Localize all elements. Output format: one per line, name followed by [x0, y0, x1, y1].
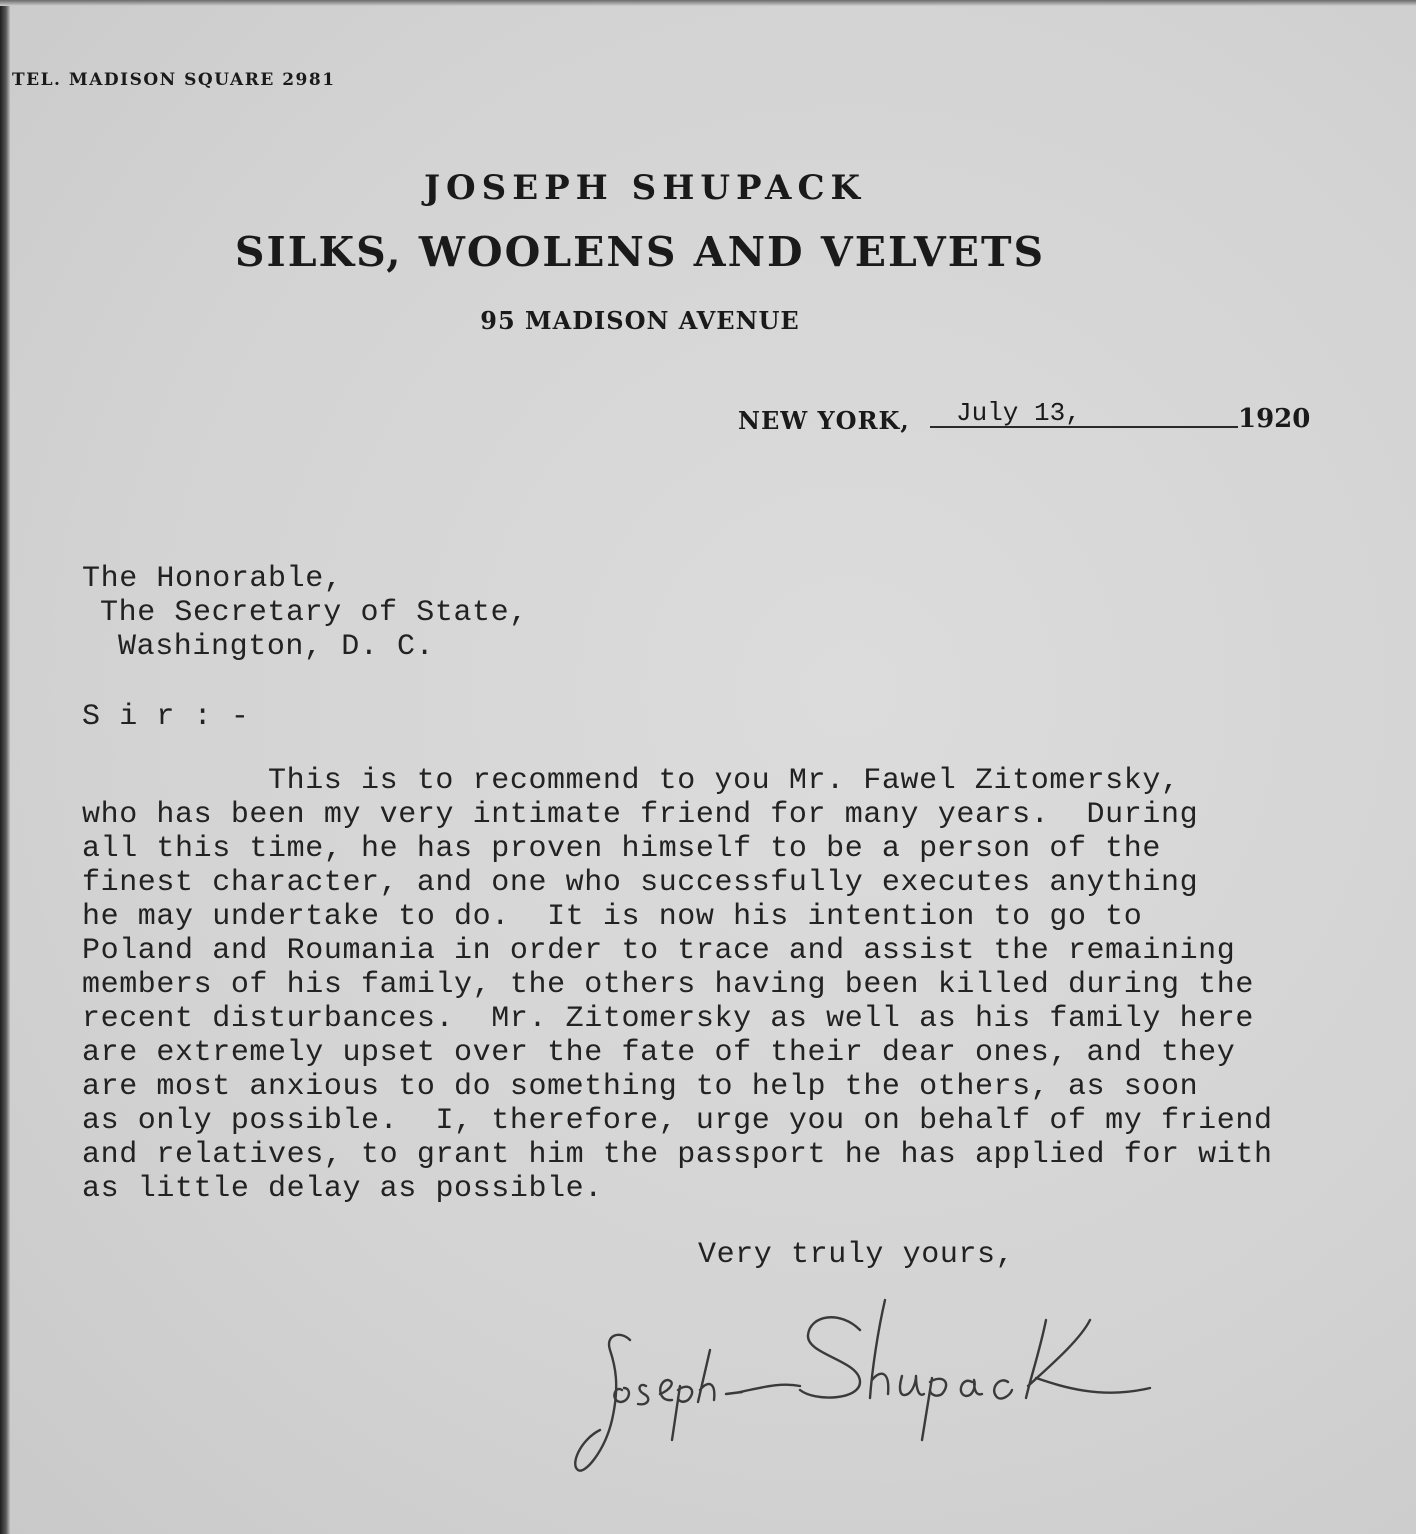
letterhead-name: JOSEPH SHUPACK [423, 168, 867, 208]
letterhead-telephone: TEL. MADISON SQUARE 2981 [12, 70, 336, 90]
body-line: and relatives, to grant him the passport he has applied for with [82, 1138, 1273, 1172]
body-line: he may undertake to do. It is now his intention to go to [82, 900, 1143, 934]
dateline [738, 396, 1328, 436]
recipient-line: Washington, D. C. [118, 630, 435, 664]
body-line: all this time, he has proven himself to be a person of the [82, 832, 1161, 866]
body-line: finest character, and one who successfully executes anything [82, 866, 1199, 900]
body-line: as little delay as possible. [82, 1172, 603, 1206]
body-line: members of his family, the others having been killed during the [82, 968, 1254, 1002]
recipient-line: The Secretary of State, [100, 596, 528, 630]
page-top-shadow [0, 0, 1416, 6]
body-line: as only possible. I, therefore, urge you on behalf of my friend [82, 1104, 1273, 1138]
body-line: are extremely upset over the fate of their dear ones, and they [82, 1036, 1236, 1070]
handwritten-signature [560, 1290, 1180, 1490]
letterhead-trade: SILKS, WOOLENS AND VELVETS [234, 228, 1046, 276]
dateline-city: NEW YORK, [738, 406, 910, 435]
recipient-line: The Honorable, [82, 562, 343, 596]
letterhead-address: 95 MADISON AVENUE [480, 306, 800, 335]
salutation: S i r : - [82, 700, 250, 734]
body-line: are most anxious to do something to help the others, as soon [82, 1070, 1199, 1104]
closing: Very truly yours, [698, 1238, 1015, 1272]
body-line: Poland and Roumania in order to trace and assist the remaining [82, 934, 1236, 968]
dateline-date: July 13, [956, 398, 1081, 428]
body-line: recent disturbances. Mr. Zitomersky as well as his family here [82, 1002, 1254, 1036]
body-line: This is to recommend to you Mr. Fawel Zitomersky, [268, 764, 1180, 798]
dateline-year: 1920 [1238, 404, 1311, 434]
body-line: who has been my very intimate friend for many years. During [82, 798, 1199, 832]
